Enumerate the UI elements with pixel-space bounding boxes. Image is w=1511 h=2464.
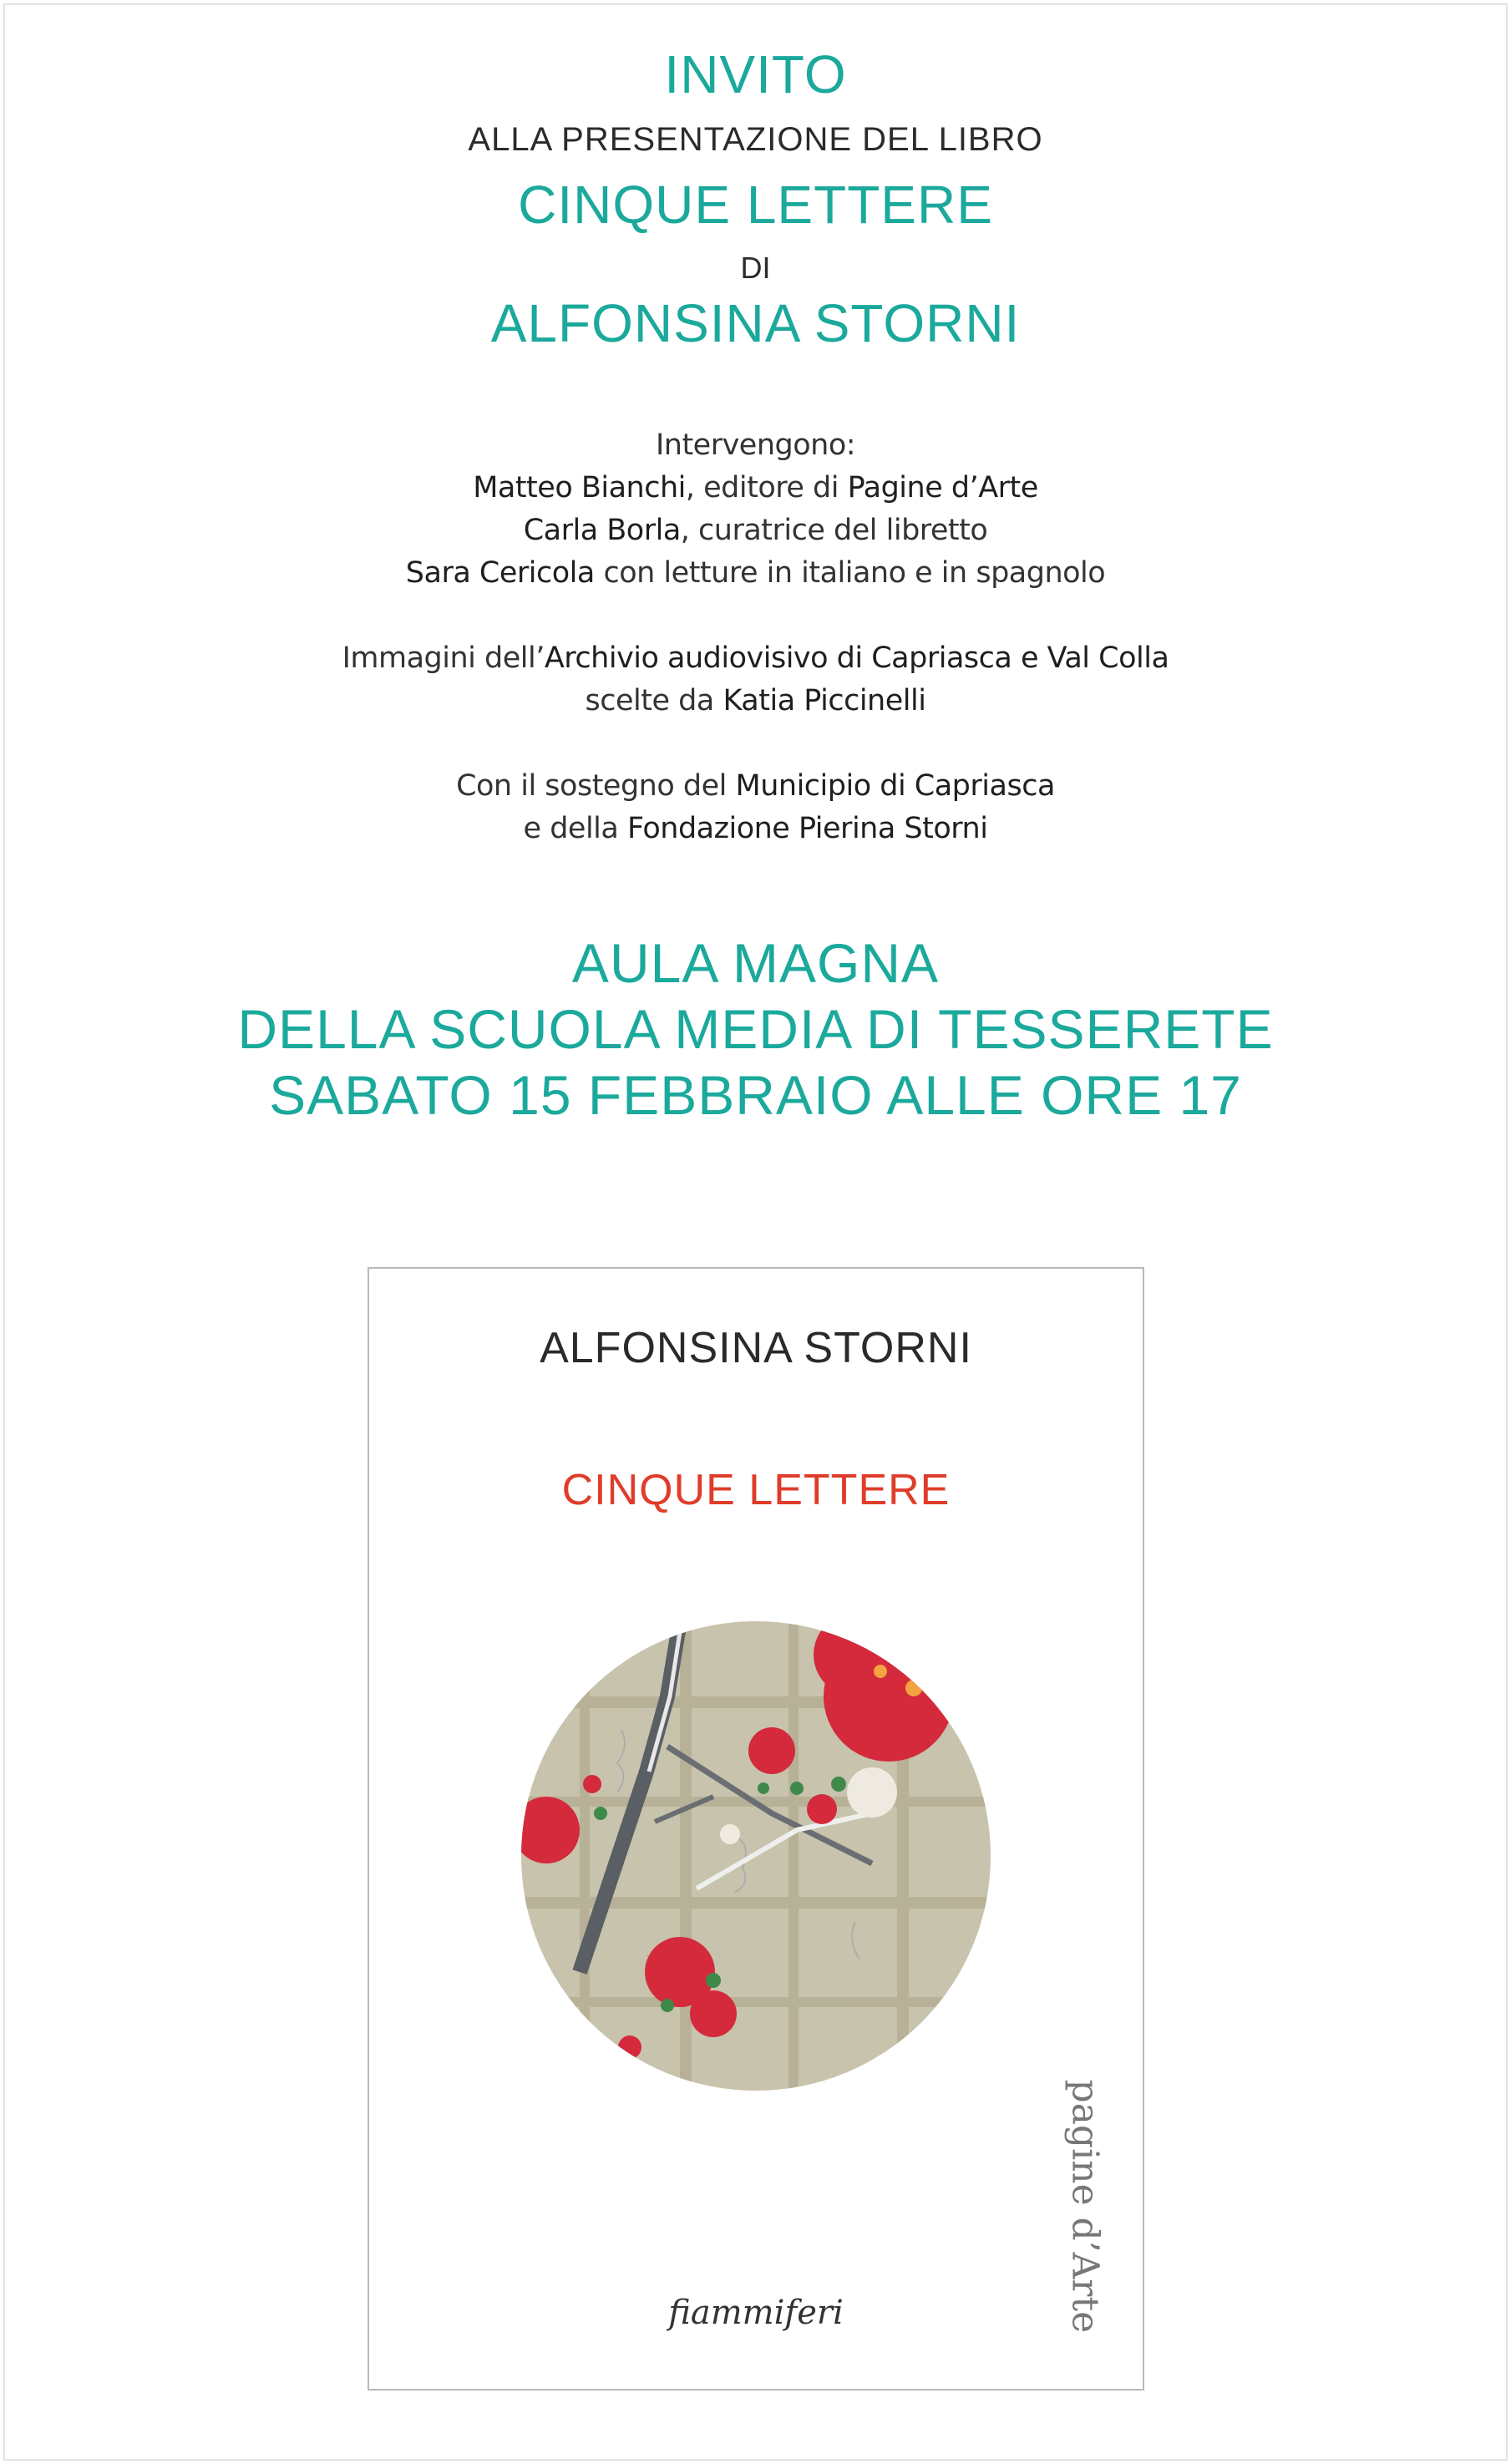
invitation-heading: INVITO [664, 44, 847, 104]
speaker-name: Sara Cericola [405, 556, 595, 590]
cover-author: ALFONSINA STORNI [540, 1324, 972, 1372]
event-date: SABATO 15 FEBBRAIO ALLE ORE 17 [269, 1064, 1242, 1126]
speaker-line-1 [0, 471, 1511, 504]
venue-line-1: AULA MAGNA [571, 932, 940, 994]
support-line-1 [0, 769, 1511, 803]
cover-illustration [521, 1621, 991, 2091]
speaker-role: , curatrice del libretto [680, 514, 988, 547]
cover-title: CINQUE LETTERE [561, 1466, 951, 1514]
images-prefix: Immagini dell’ [342, 641, 545, 675]
speaker-role: , editore di [685, 471, 848, 504]
speaker-line-2 [0, 514, 1511, 547]
images-line-2 [0, 684, 1511, 717]
publisher-logo: pagine d’Arte [1063, 2079, 1107, 2334]
speaker-name: Carla Borla [523, 514, 681, 547]
images-line-1 [0, 641, 1511, 675]
presentation-subheading: ALLA PRESENTAZIONE DEL LIBRO [468, 121, 1043, 158]
speaker-line-3 [0, 556, 1511, 590]
foundation-prefix: e della [523, 812, 627, 845]
curator-name: Katia Piccinelli [723, 684, 926, 717]
venue-line-2: DELLA SCUOLA MEDIA DI TESSERETE [237, 998, 1274, 1060]
chosen-by-prefix: scelte da [585, 684, 723, 717]
archive-name: Archivio audiovisivo di Capriasca e Val Colla [544, 641, 1169, 675]
foundation-name: Fondazione Pierina Storni [626, 812, 988, 845]
author-heading: ALFONSINA STORNI [490, 293, 1021, 353]
speaker-name: Matteo Bianchi [473, 471, 686, 504]
speakers-intro: Intervengono: [655, 428, 856, 462]
book-title-heading: CINQUE LETTERE [518, 175, 993, 235]
municipality-name: Municipio di Capriasca [735, 769, 1055, 803]
book-cover [368, 1267, 1144, 2390]
support-line-2 [0, 812, 1511, 845]
support-prefix: Con il sostegno del [456, 769, 736, 803]
speaker-role: con letture in italiano e in spagnolo [594, 556, 1106, 590]
publisher-name: Pagine d’Arte [847, 471, 1038, 504]
series-name: fiammiferi [668, 2294, 844, 2332]
by-label: DI [740, 251, 771, 285]
